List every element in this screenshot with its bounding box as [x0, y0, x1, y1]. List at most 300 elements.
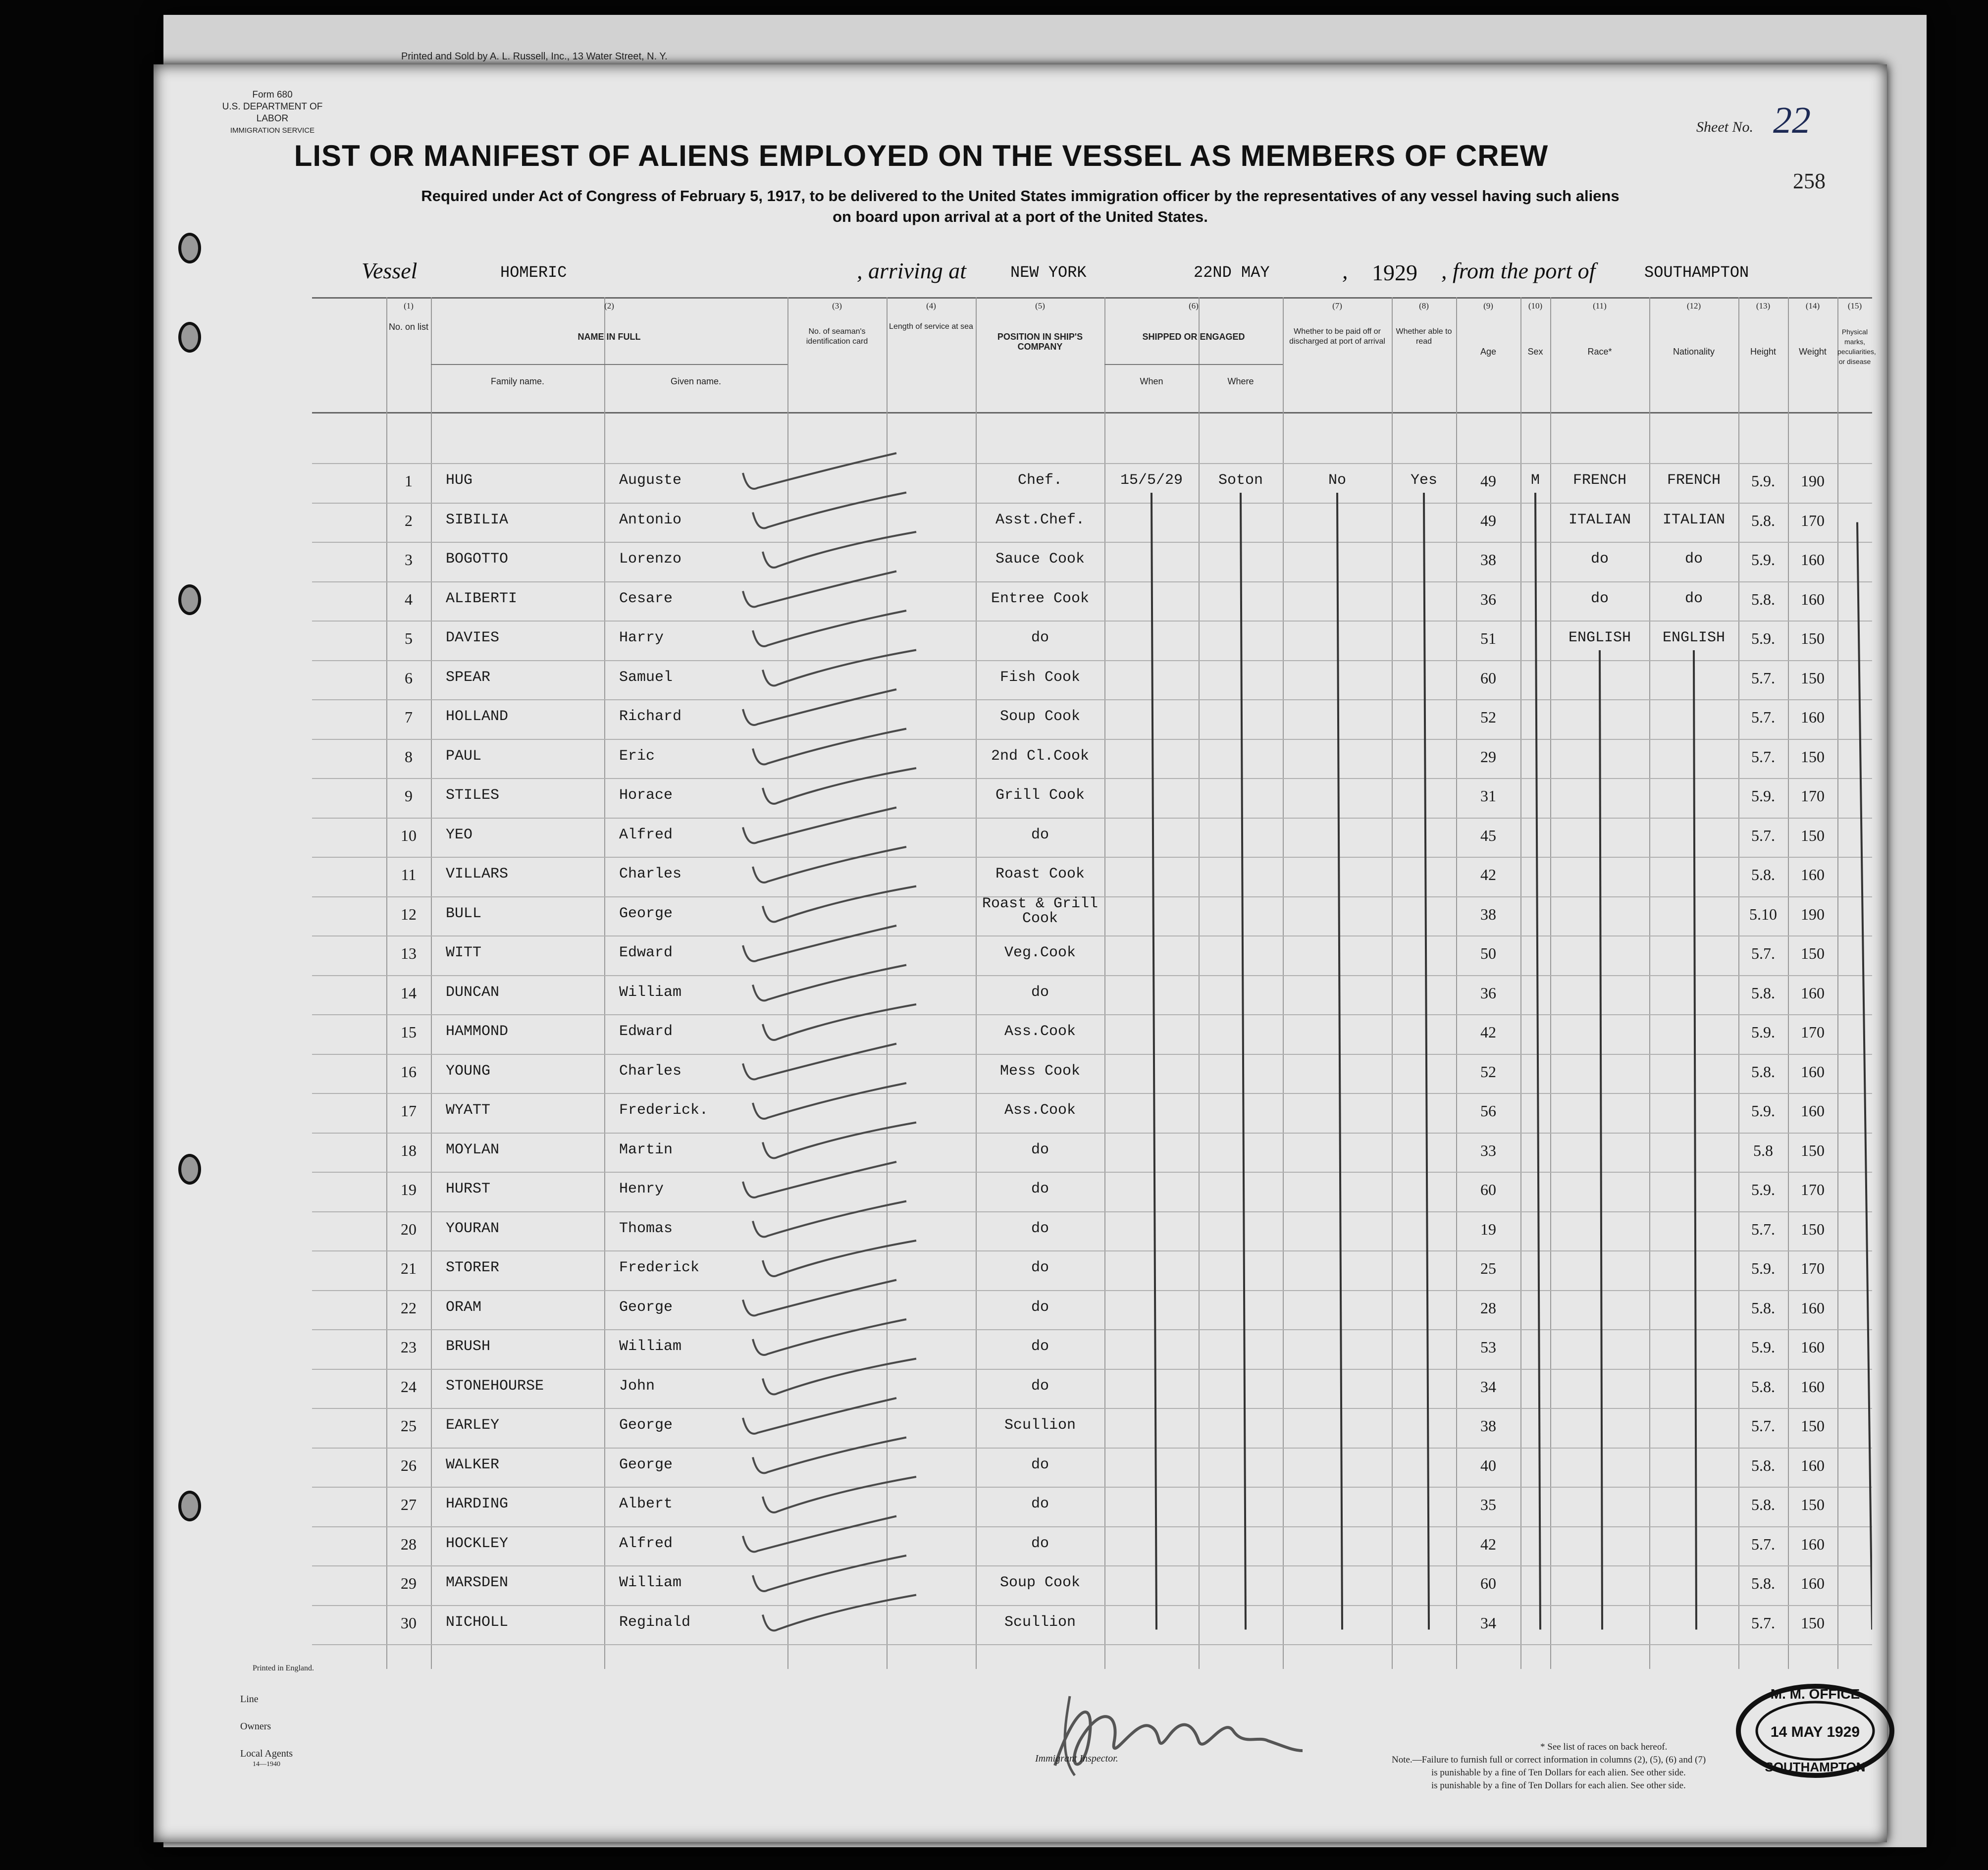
- line-label: Line: [240, 1694, 259, 1705]
- age: 52: [1480, 1062, 1496, 1081]
- family-name: WITT: [446, 944, 482, 961]
- row-number: 3: [405, 551, 413, 569]
- age: 60: [1480, 1574, 1496, 1592]
- family-name: DAVIES: [446, 629, 500, 646]
- weight: 160: [1801, 866, 1825, 883]
- row-number: 25: [401, 1417, 417, 1435]
- family-name: HARDING: [446, 1496, 509, 1512]
- position: do: [1031, 1377, 1049, 1395]
- height: 5.9.: [1751, 1259, 1775, 1277]
- ditto-line: [1424, 493, 1429, 1630]
- age: 34: [1480, 1377, 1496, 1396]
- position: Sauce Cook: [995, 551, 1085, 568]
- weight: 150: [1801, 1141, 1825, 1159]
- row-number: 26: [401, 1456, 417, 1474]
- family-name: HURST: [446, 1181, 491, 1197]
- column-number: (14): [1805, 301, 1820, 311]
- stamp-top-text: M. M. OFFICE: [1770, 1686, 1860, 1702]
- row-number: 22: [401, 1299, 417, 1317]
- height: 5.8.: [1751, 511, 1775, 529]
- given-name: Charles: [619, 866, 682, 883]
- check-mark: [743, 689, 896, 725]
- column-header: POSITION IN SHIP'S COMPANY: [997, 332, 1083, 352]
- weight: 160: [1801, 1377, 1825, 1396]
- column-header: Physical marks, peculiarities, or disease: [1837, 328, 1876, 365]
- given-name: Martin: [619, 1141, 673, 1158]
- given-name: William: [619, 984, 682, 1001]
- page-reference: 258: [1793, 169, 1826, 193]
- age: 49: [1480, 472, 1496, 490]
- height: 5.8: [1753, 1141, 1773, 1159]
- subtitle: [342, 186, 1699, 227]
- age: 19: [1480, 1220, 1496, 1238]
- inspector-label: Immigrant Inspector.: [1035, 1753, 1118, 1764]
- age: 29: [1480, 747, 1496, 766]
- races-note: * See list of races on back hereof.: [1540, 1742, 1668, 1752]
- column-header: SHIPPED OR ENGAGED: [1142, 332, 1245, 342]
- column-number: (1): [404, 301, 414, 311]
- position: Veg.Cook: [1004, 944, 1076, 961]
- row-number: 13: [401, 944, 417, 962]
- sheet-no-label: Sheet No.: [1696, 119, 1753, 135]
- position: Mess Cook: [999, 1062, 1081, 1080]
- race: do: [1590, 551, 1609, 568]
- department: U.S. DEPARTMENT OF LABOR: [222, 102, 323, 124]
- position: do: [1031, 1181, 1049, 1197]
- position: Grill Cook: [995, 787, 1085, 804]
- family-name: STILES: [446, 787, 500, 804]
- column-number: (10): [1528, 301, 1543, 311]
- family-name: YOUNG: [446, 1062, 491, 1080]
- height: 5.8.: [1751, 1456, 1775, 1474]
- height: 5.9.: [1751, 629, 1775, 647]
- arrival-port: NEW YORK: [1010, 263, 1087, 282]
- row-number: 17: [401, 1102, 417, 1120]
- position: do: [1031, 1456, 1049, 1473]
- weight: 160: [1801, 1102, 1825, 1120]
- pencil-marks: [312, 297, 1876, 1669]
- row-number: 21: [401, 1259, 417, 1277]
- nationality: ENGLISH: [1662, 629, 1726, 646]
- age: 40: [1480, 1456, 1496, 1474]
- column-number: (15): [1847, 301, 1862, 311]
- column-number: (3): [832, 301, 842, 311]
- age: 56: [1480, 1102, 1496, 1120]
- race: ENGLISH: [1568, 629, 1631, 646]
- printed-in: Printed in England.: [253, 1664, 314, 1672]
- footnote: [1392, 1741, 1877, 1792]
- height: 5.8.: [1751, 1299, 1775, 1317]
- weight: 150: [1801, 1496, 1825, 1513]
- position: do: [1031, 629, 1049, 646]
- inspector-signature: [1035, 1676, 1312, 1785]
- height: 5.9.: [1751, 1102, 1775, 1120]
- height: 5.10: [1749, 905, 1777, 923]
- position: Entree Cook: [991, 590, 1090, 607]
- column-number: (12): [1686, 301, 1701, 311]
- height: 5.7.: [1751, 669, 1775, 687]
- form-number: Form 680: [252, 90, 293, 100]
- note-line-1: Note.—Failure to furnish full or correct information in columns (2), (5), (6) and (7): [1392, 1755, 1706, 1765]
- row-number: 24: [401, 1377, 417, 1396]
- weight: 190: [1801, 472, 1825, 490]
- subtitle-line-1: Required under Act of Congress of February 5, 1917, to be delivered to the United States immigration officer by the representatives of any vessel having such aliens: [421, 187, 1620, 205]
- punch-hole: [178, 1154, 201, 1185]
- check-mark: [753, 1556, 906, 1591]
- height: 5.8.: [1751, 1377, 1775, 1396]
- local-agents-label: Local Agents: [240, 1748, 293, 1759]
- check-mark: [753, 965, 906, 1001]
- given-name: Eric: [619, 747, 655, 765]
- row-number: 23: [401, 1338, 417, 1356]
- check-mark: [763, 1359, 916, 1395]
- note-line-3: is punishable by a fine of Ten Dollars for each alien. See other side.: [1431, 1780, 1686, 1791]
- vessel-label: Vessel: [362, 258, 418, 283]
- shipped-when: 15/5/29: [1120, 472, 1183, 489]
- given-name: Frederick.: [619, 1102, 709, 1119]
- shipped-where: Soton: [1218, 472, 1263, 489]
- family-name: SPEAR: [446, 669, 491, 686]
- given-name: George: [619, 1417, 673, 1434]
- given-name: Harry: [619, 629, 664, 646]
- given-name: Reginald: [619, 1613, 691, 1631]
- row-number: 8: [405, 747, 413, 766]
- row-number: 1: [405, 472, 413, 490]
- position: Roast & Grill Cook: [982, 895, 1099, 927]
- race: do: [1590, 590, 1609, 607]
- manifest-table: [312, 297, 1876, 1669]
- family-name: MARSDEN: [446, 1574, 509, 1591]
- arrival-year: 1929: [1372, 260, 1417, 285]
- weight: 170: [1801, 1181, 1825, 1198]
- position: do: [1031, 984, 1049, 1001]
- row-number: 27: [401, 1496, 417, 1513]
- ditto-line: [1857, 522, 1872, 1630]
- given-name: William: [619, 1338, 682, 1355]
- weight: 160: [1801, 1574, 1825, 1592]
- age: 38: [1480, 551, 1496, 569]
- given-name: Samuel: [619, 669, 673, 686]
- vessel-name: HOMERIC: [500, 263, 567, 282]
- position: do: [1031, 1259, 1049, 1276]
- family-name: YEO: [446, 826, 473, 843]
- position: do: [1031, 826, 1049, 843]
- manifest-sheet: Form 680 U.S. DEPARTMENT OF LABOR IMMIGRATION SERVICE Sheet No. 22 258 LIST OR MANIFEST OF ALIENS EMPLOYED ON THE VESSEL AS MEMBERS OF CREW Required under Act of Congress of February 5, 1917, to be delivered to the United States immigration officer by the representatives of any vessel having such aliens on board upon arrival at a port of the United States. Vessel HOMERIC , arriving at NEW YORK 22ND MAY , 1929 , from the port of SOUTHAMPTON (1) (2) (3) (4) (5) (6) (7) (8) (9) (10) (11) (12) (13) (14) (15) No. on list NAME IN FULL Family name. Given name. No. of seaman's identification card Length of service at sea POSITION IN SHIP'S COMPANY SHIPPED OR ENGAGED When Where Whether to be paid off or discharged at port of arrival Whether able to read Age Sex Race* Nationality Height Weight Physical marks, peculiarities, or disease 1 HUG Auguste Chef. 15/5/29 Soton No Yes 49 M FRENCH FRENCH 5.9. 190 2 SIBILIA Antonio Asst.Chef. 49 ITALIAN ITALIAN 5.8. 170 3 BOGOTTO Lorenzo Sauce Cook 38 do do 5.9. 160 4 ALIBERTI Cesare Entree Cook 36 do do 5.8. 160 5 DAVIES Harry do 51 ENGLISH ENGLISH 5.9. 150 6 SPEAR Samuel Fish Cook 60 5.7. 150 7 HOLLAND Richard Soup Cook 52 5.7. 160 8 PAUL Eric 2nd Cl.Cook 29 5.7. 150 9 STILES Horace Grill Cook 31 5.9. 170 10 YEO Alfred do 45 5.7. 150 11 VILLARS Charles Roast Cook 42 5.8. 160 12 BULL George Roast & Grill Cook 38 5.10 190 13 WITT Edward Veg.Cook 50 5.7. 150 14 DUNCAN William do 36 5.8. 160 15 HAMMOND Edward Ass.Cook 42 5.9. 170 16 YOUNG Charles Mess Cook 52 5.8. 160 17 WYATT Frederick. Ass.Cook 56 5.9. 160 18 MOYLAN Martin do 33 5.8 150 19 HURST Henry do 60 5.9. 170 20 YOURAN Thomas do 19 5.7. 150 21 STORER Frederick do 25 5.9. 170 22 ORAM George do 28 5.8. 160 23 BRUSH William do 53 5.9. 160 24 STONEHOURSE John do 34 5.8. 160 25 EARLEY George Scullion 38 5.7. 150 26 WALKER George do 40 5.8. 160 27 HARDING Albert do 35 5.8. 150 28 HOCKLEY Alfred do 42 5.7. 160 29 MARSDEN William Soup Cook 60 5.8. 160 30 NICHOLL Reginald Scullion 34 5.7. 150 M. M. OFFICE 14 MAY 1929 SOUTHAMPTON Printed in England. Line Owners Local Agents 14—1940 Immigrant Inspector. * See list of races on back hereof. Note.—Failure to furnish full or correct information in columns (2), (5), (6) and (7) is punishable by a fine of Ten Dollars for each alien. See other side. is punishable by a fine of Ten Dollars for each alien. See other side.: [154, 64, 1887, 1842]
- age: 34: [1480, 1613, 1496, 1632]
- height: 5.8.: [1751, 1062, 1775, 1081]
- able-to-read: Yes: [1410, 472, 1437, 489]
- family-name: YOURAN: [446, 1220, 500, 1237]
- position: do: [1031, 1220, 1049, 1237]
- row-number: 6: [405, 669, 413, 687]
- check-mark: [743, 1162, 896, 1197]
- form-identifier: [208, 89, 337, 137]
- given-name: Lorenzo: [619, 551, 682, 568]
- row-number: 2: [405, 511, 413, 529]
- arriving-label: , arriving at: [857, 258, 967, 283]
- arrival-date: 22ND MAY: [1194, 263, 1270, 282]
- weight: 170: [1801, 787, 1825, 805]
- position: Scullion: [1004, 1417, 1076, 1434]
- column-number: (7): [1332, 301, 1342, 311]
- position: Roast Cook: [995, 866, 1085, 883]
- age: 60: [1480, 1181, 1496, 1198]
- check-mark: [743, 453, 896, 489]
- position: do: [1031, 1496, 1049, 1512]
- age: 53: [1480, 1338, 1496, 1356]
- column-header: Given name.: [670, 376, 722, 386]
- height: 5.9.: [1751, 1023, 1775, 1041]
- height: 5.7.: [1751, 1220, 1775, 1238]
- given-name: Edward: [619, 1023, 673, 1040]
- ditto-line: [1694, 650, 1696, 1630]
- nationality: FRENCH: [1667, 472, 1721, 489]
- given-name: Auguste: [619, 472, 682, 489]
- column-header: NAME IN FULL: [577, 332, 641, 342]
- weight: 150: [1801, 1417, 1825, 1435]
- check-mark: [763, 650, 916, 686]
- height: 5.7.: [1751, 708, 1775, 726]
- column-number: (11): [1593, 301, 1607, 311]
- column-number: (5): [1035, 301, 1045, 311]
- row-number: 28: [401, 1535, 417, 1553]
- position: do: [1031, 1299, 1049, 1316]
- column-number: (4): [926, 301, 936, 311]
- check-mark: [743, 571, 896, 607]
- given-name: Charles: [619, 1062, 682, 1080]
- row-number: 11: [401, 866, 417, 883]
- position: Asst.Chef.: [995, 511, 1085, 528]
- weight: 160: [1801, 1535, 1825, 1553]
- family-name: HUG: [446, 472, 473, 489]
- position: Ass.Cook: [1004, 1102, 1076, 1119]
- column-header: Race*: [1587, 347, 1612, 357]
- check-mark: [763, 1241, 916, 1276]
- age: 25: [1480, 1259, 1496, 1277]
- weight: 150: [1801, 1613, 1825, 1632]
- height: 5.9.: [1751, 472, 1775, 490]
- column-header: Whether able to read: [1396, 327, 1452, 346]
- height: 5.7.: [1751, 944, 1775, 962]
- weight: 160: [1801, 590, 1825, 608]
- check-mark: [743, 1044, 896, 1080]
- column-header: Age: [1480, 347, 1497, 357]
- weight: 170: [1801, 511, 1825, 529]
- column-header: No. of seaman's identification card: [806, 327, 868, 346]
- check-mark: [763, 1595, 916, 1631]
- age: 49: [1480, 511, 1496, 529]
- family-name: ALIBERTI: [446, 590, 518, 607]
- given-name: Albert: [619, 1496, 673, 1512]
- row-number: 29: [401, 1574, 417, 1592]
- age: 42: [1480, 1535, 1496, 1553]
- weight: 150: [1801, 944, 1825, 962]
- row-number: 5: [405, 629, 413, 647]
- weight: 160: [1801, 1456, 1825, 1474]
- age: 42: [1480, 866, 1496, 883]
- age: 38: [1480, 1417, 1496, 1435]
- column-header: Height: [1750, 347, 1777, 357]
- weight: 170: [1801, 1023, 1825, 1041]
- age: 51: [1480, 629, 1496, 647]
- page-title: LIST OR MANIFEST OF ALIENS EMPLOYED ON THE VESSEL AS MEMBERS OF CREW: [294, 139, 1549, 172]
- height: 5.8.: [1751, 1574, 1775, 1592]
- stamp-bottom-text: SOUTHAMPTON: [1765, 1760, 1866, 1774]
- check-mark: [763, 532, 916, 568]
- family-name: WYATT: [446, 1102, 491, 1119]
- height: 5.9.: [1751, 551, 1775, 569]
- race: ITALIAN: [1568, 511, 1631, 528]
- sex: M: [1530, 472, 1540, 489]
- row-number: 18: [401, 1141, 417, 1159]
- given-name: George: [619, 1299, 673, 1316]
- owners-label: Owners: [240, 1721, 271, 1732]
- row-number: 30: [401, 1613, 417, 1632]
- weight: 160: [1801, 984, 1825, 1002]
- given-name: Henry: [619, 1181, 664, 1197]
- weight: 160: [1801, 1062, 1825, 1081]
- subtitle-line-2: on board upon arrival at a port of the United States.: [833, 208, 1208, 225]
- from-label: , from the port of: [1441, 258, 1596, 283]
- age: 35: [1480, 1496, 1496, 1513]
- check-mark: [753, 1201, 906, 1237]
- column-header: Sex: [1527, 347, 1543, 357]
- check-mark: [763, 1004, 916, 1040]
- check-mark: [743, 926, 896, 961]
- family-name: HOCKLEY: [446, 1535, 509, 1552]
- age: 38: [1480, 905, 1496, 923]
- position: 2nd Cl.Cook: [991, 747, 1090, 765]
- age: 45: [1480, 826, 1496, 844]
- row-number: 10: [401, 826, 417, 844]
- column-header: Nationality: [1673, 347, 1715, 357]
- given-name: John: [619, 1377, 655, 1395]
- height: 5.8.: [1751, 1496, 1775, 1513]
- height: 5.7.: [1751, 1613, 1775, 1632]
- family-name: BULL: [446, 905, 482, 922]
- family-name: PAUL: [446, 747, 482, 765]
- column-number: (13): [1756, 301, 1771, 311]
- check-mark: [743, 808, 896, 843]
- column-header: Family name.: [490, 376, 545, 386]
- weight: 160: [1801, 1299, 1825, 1317]
- given-name: Thomas: [619, 1220, 673, 1237]
- age: 36: [1480, 590, 1496, 608]
- ditto-line: [1337, 493, 1342, 1630]
- height: 5.9.: [1751, 1338, 1775, 1356]
- position: Scullion: [1004, 1613, 1076, 1631]
- weight: 150: [1801, 826, 1825, 844]
- family-name: VILLARS: [446, 866, 509, 883]
- column-header: Weight: [1799, 347, 1827, 357]
- age: 31: [1480, 787, 1496, 805]
- age: 33: [1480, 1141, 1496, 1159]
- family-name: BOGOTTO: [446, 551, 509, 568]
- weight: 160: [1801, 1338, 1825, 1356]
- height: 5.7.: [1751, 826, 1775, 844]
- note-line-2: is punishable by a fine of Ten Dollars for each alien. See other side.: [1431, 1767, 1686, 1778]
- family-name: MOYLAN: [446, 1141, 500, 1158]
- check-mark: [753, 1438, 906, 1473]
- column-number: (2): [604, 301, 614, 311]
- family-name: BRUSH: [446, 1338, 491, 1355]
- weight: 190: [1801, 905, 1825, 923]
- check-mark: [743, 1398, 896, 1434]
- family-name: STONEHOURSE: [446, 1377, 544, 1395]
- position: Soup Cook: [999, 708, 1081, 725]
- punch-hole: [178, 322, 201, 353]
- position: Soup Cook: [999, 1574, 1081, 1591]
- weight: 150: [1801, 669, 1825, 687]
- weight: 160: [1801, 708, 1825, 726]
- nationality: do: [1684, 590, 1703, 607]
- age: 42: [1480, 1023, 1496, 1041]
- age: 50: [1480, 944, 1496, 962]
- row-number: 12: [401, 905, 417, 923]
- weight: 150: [1801, 747, 1825, 766]
- column-number: (8): [1419, 301, 1429, 311]
- position: do: [1031, 1141, 1049, 1158]
- back-printer: Printed and Sold by A. L. Russell, Inc., 13 Water Street, N. Y.: [401, 51, 668, 62]
- height: 5.8.: [1751, 866, 1775, 883]
- nationality: do: [1684, 551, 1703, 568]
- given-name: George: [619, 905, 673, 922]
- ditto-line: [1600, 650, 1602, 1630]
- given-name: Richard: [619, 708, 682, 725]
- paid-off: No: [1328, 472, 1346, 489]
- ditto-line: [1241, 493, 1246, 1630]
- check-mark: [763, 1123, 916, 1158]
- position: Fish Cook: [999, 669, 1081, 686]
- height: 5.9.: [1751, 1181, 1775, 1198]
- given-name: William: [619, 1574, 682, 1591]
- family-name: HOLLAND: [446, 708, 509, 725]
- from-port: SOUTHAMPTON: [1644, 263, 1749, 282]
- row-number: 19: [401, 1181, 417, 1198]
- age: 60: [1480, 669, 1496, 687]
- check-mark: [753, 1319, 906, 1355]
- check-mark: [763, 886, 916, 922]
- check-mark: [763, 768, 916, 804]
- height: 5.9.: [1751, 787, 1775, 805]
- position: do: [1031, 1338, 1049, 1355]
- family-name: NICHOLL: [446, 1613, 509, 1631]
- check-mark: [753, 729, 906, 765]
- column-header: When: [1140, 376, 1163, 386]
- given-name: Antonio: [619, 511, 682, 528]
- family-name: EARLEY: [446, 1417, 500, 1434]
- age: 52: [1480, 708, 1496, 726]
- height: 5.8.: [1751, 984, 1775, 1002]
- row-number: 4: [405, 590, 413, 608]
- check-mark: [753, 1083, 906, 1119]
- given-name: Cesare: [619, 590, 673, 607]
- given-name: Edward: [619, 944, 673, 961]
- height: 5.7.: [1751, 747, 1775, 766]
- weight: 170: [1801, 1259, 1825, 1277]
- ditto-line: [1535, 493, 1540, 1630]
- row-number: 15: [401, 1023, 417, 1041]
- check-mark: [753, 493, 906, 528]
- nationality: ITALIAN: [1662, 511, 1726, 528]
- age: 36: [1480, 984, 1496, 1002]
- check-mark: [743, 1516, 896, 1552]
- weight: 150: [1801, 1220, 1825, 1238]
- row-number: 20: [401, 1220, 417, 1238]
- family-name: ORAM: [446, 1299, 482, 1316]
- given-name: Frederick: [619, 1259, 700, 1276]
- position: Ass.Cook: [1004, 1023, 1076, 1040]
